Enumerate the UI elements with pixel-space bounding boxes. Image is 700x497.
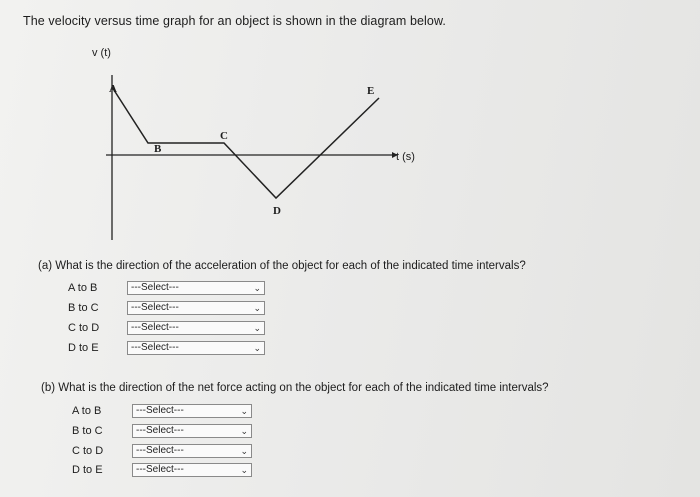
question-text: The velocity versus time graph for an object is shown in the diagram below. bbox=[23, 14, 446, 28]
chevron-down-icon: ⌄ bbox=[253, 343, 261, 353]
part-a-row-label: D to E bbox=[68, 342, 99, 354]
point-label-d: D bbox=[273, 205, 281, 217]
part-b-row-label: C to D bbox=[72, 445, 104, 457]
chevron-down-icon: ⌄ bbox=[253, 323, 261, 333]
part-b-row-label: D to E bbox=[72, 464, 103, 476]
part-a-select-c-to-d[interactable] bbox=[127, 321, 265, 335]
y-axis-label: v (t) bbox=[92, 47, 111, 59]
part-b-prompt: (b) What is the direction of the net force acting on the object for each of the indicated time intervals? bbox=[41, 382, 549, 394]
part-b-row bbox=[72, 444, 272, 460]
part-b-row bbox=[72, 404, 272, 420]
part-a-select-d-to-e[interactable] bbox=[127, 341, 265, 355]
part-a-prompt: (a) What is the direction of the acceleration of the object for each of the indicated time intervals? bbox=[38, 260, 526, 272]
part-a-row bbox=[68, 321, 268, 337]
part-a-row bbox=[68, 281, 268, 297]
chevron-down-icon: ⌄ bbox=[240, 465, 248, 475]
part-b-row-label: B to C bbox=[72, 425, 103, 437]
part-a-row bbox=[68, 301, 268, 317]
select-value: ---Select--- bbox=[131, 342, 179, 353]
velocity-curve bbox=[112, 87, 379, 198]
part-a-row bbox=[68, 341, 268, 357]
select-value: ---Select--- bbox=[136, 464, 184, 475]
point-label-a: A bbox=[109, 83, 117, 95]
select-value: ---Select--- bbox=[131, 282, 179, 293]
part-a-row-label: A to B bbox=[68, 282, 98, 294]
point-label-e: E bbox=[367, 85, 375, 97]
part-b-select-a-to-b[interactable] bbox=[132, 404, 252, 418]
chevron-down-icon: ⌄ bbox=[240, 426, 248, 436]
point-label-c: C bbox=[220, 130, 228, 142]
chevron-down-icon: ⌄ bbox=[253, 283, 261, 293]
part-b-select-c-to-d[interactable] bbox=[132, 444, 252, 458]
part-b-row bbox=[72, 424, 272, 440]
point-label-b: B bbox=[154, 143, 162, 155]
part-a-select-b-to-c[interactable] bbox=[127, 301, 265, 315]
chevron-down-icon: ⌄ bbox=[253, 303, 261, 313]
chevron-down-icon: ⌄ bbox=[240, 406, 248, 416]
select-value: ---Select--- bbox=[136, 405, 184, 416]
part-a-row-label: C to D bbox=[68, 322, 100, 334]
part-b-select-d-to-e[interactable] bbox=[132, 463, 252, 477]
select-value: ---Select--- bbox=[131, 322, 179, 333]
part-b-row bbox=[72, 463, 272, 479]
select-value: ---Select--- bbox=[136, 445, 184, 456]
part-b-row-label: A to B bbox=[72, 405, 102, 417]
chevron-down-icon: ⌄ bbox=[240, 446, 248, 456]
part-b-select-b-to-c[interactable] bbox=[132, 424, 252, 438]
part-a-select-a-to-b[interactable] bbox=[127, 281, 265, 295]
select-value: ---Select--- bbox=[136, 425, 184, 436]
x-axis-label: t (s) bbox=[396, 151, 415, 163]
select-value: ---Select--- bbox=[131, 302, 179, 313]
part-a-row-label: B to C bbox=[68, 302, 99, 314]
